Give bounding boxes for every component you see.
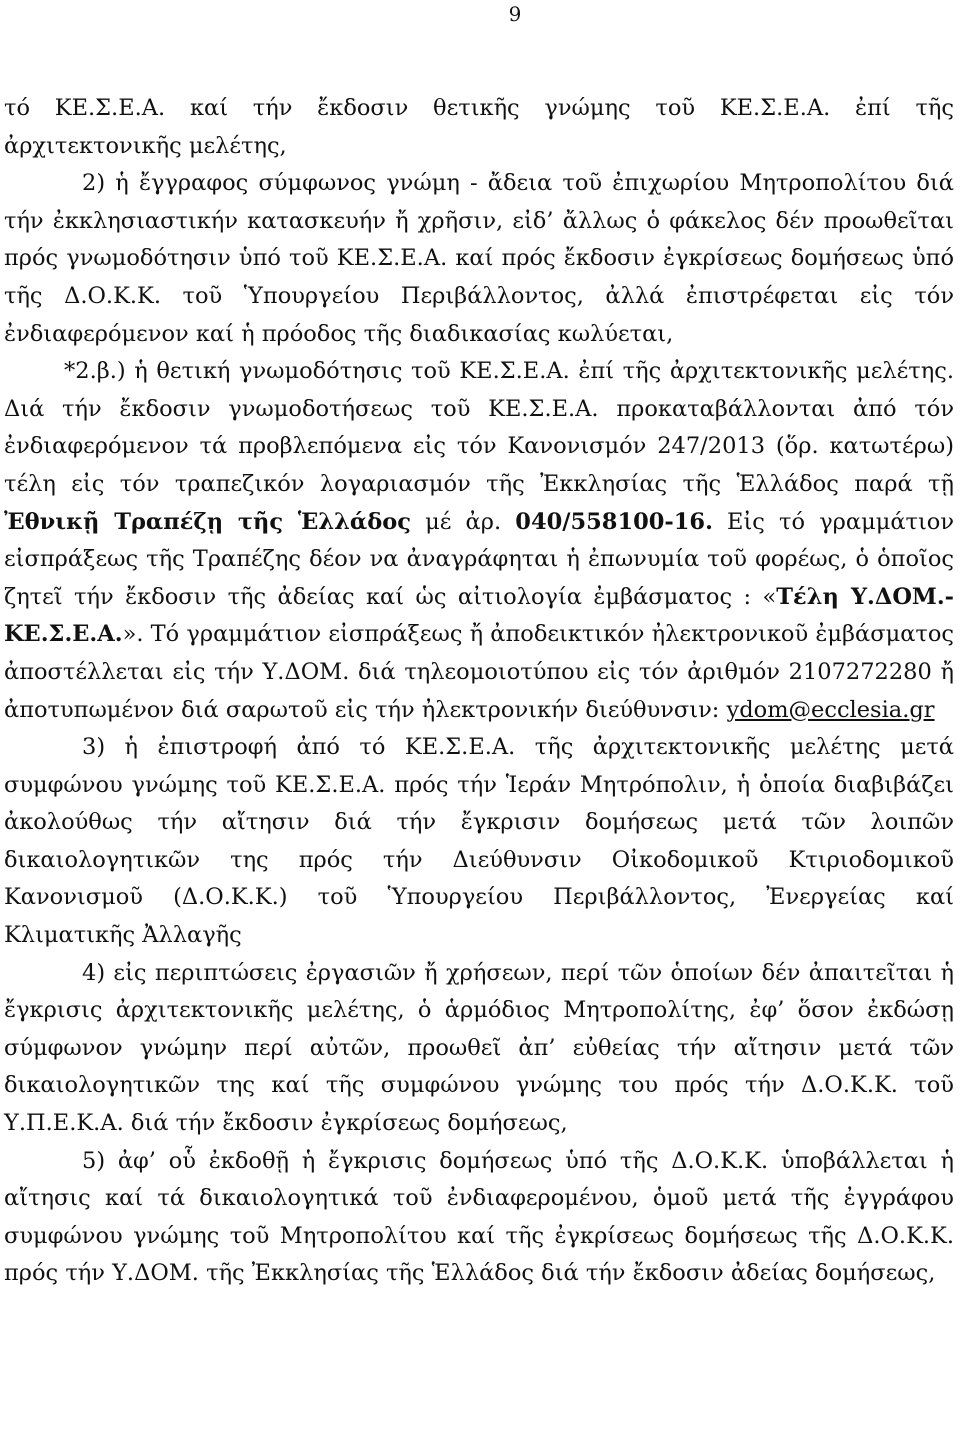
paragraph-continuation: τό ΚΕ.Σ.Ε.Α. καί τήν ἔκδοσιν θετικῆς γνώμης τοῦ ΚΕ.Σ.Ε.Α. ἐπί τῆς ἀρχιτεκτονικῆς μελέτης, [4, 95, 954, 159]
paragraph-item-4: 4) εἰς περιπτώσεις ἐργασιῶν ἤ χρήσεων, περί τῶν ὁποίων δέν ἀπαιτεῖται ἡ ἔγκρισις ἀρχιτεκτονικῆς μελέτης, ὁ ἁρμόδιος Μητροπολίτης, ἐφ’ ὅσον ἐκδώσῃ σύμφωνον γνώμην περί αὐτῶν, προωθεῖ ἀπ’ εὐθείας τήν αἴτησιν μετά τῶν δικαιολογητικῶν της καί τῆς συμφώνου γνώμης του πρός τήν Δ.Ο.Κ.Κ. τοῦ Υ.Π.Ε.Κ.Α. διά τήν ἔκδοσιν ἐγκρίσεως δομήσεως, [4, 959, 954, 1137]
email-link[interactable]: ydom@ecclesia.gr [726, 696, 935, 723]
paragraph-item-2b [4, 353, 954, 729]
paragraph-text: *2.β.) ἡ θετική γνωμοδότησις τοῦ ΚΕ.Σ.Ε.Α. ἐπί τῆς ἀρχιτεκτονικῆς μελέτης. Διά τήν ἔκδοσιν γνωμοδοτήσεως τοῦ ΚΕ.Σ.Ε.Α. προκαταβάλλονται ἀπό τόν ἐνδιαφερόμενον τά προβλεπόμενα εἰς τόν Κανονισμόν 247/2013 (ὅρ. κατωτέρω) τέλη εἰς τόν τραπεζικόν λογαριασμόν τῆς Ἐκκλησίας τῆς Ἑλλάδος παρά τῇ [4, 358, 954, 497]
document-body [4, 90, 954, 1293]
paragraph-item-2: 2) ἡ ἔγγραφος σύμφωνος γνώμη - ἄδεια τοῦ ἐπιχωρίου Μητροπολίτου διά τήν ἐκκλησιαστικήν κατασκευήν ἤ χρῆσιν, εἰδ’ ἄλλως ὁ φάκελος δέν προωθεῖται πρός γνωμοδότησιν ὑπό τοῦ ΚΕ.Σ.Ε.Α. καί πρός ἔκδοσιν ἐγκρίσεως δομήσεως ὑπό τῆς Δ.Ο.Κ.Κ. τοῦ Ὑπουργείου Περιβάλλοντος, ἀλλά ἐπιστρέφεται εἰς τόν ἐνδιαφερόμενον καί ἡ πρόοδος τῆς διαδικασίας κωλύεται, [4, 170, 954, 347]
paragraph-item-5: 5) ἀφ’ οὗ ἐκδοθῇ ἡ ἔγκρισις δομήσεως ὑπό τῆς Δ.Ο.Κ.Κ. ὑποβάλλεται ἡ αἴτησις καί τά δικαιολογητικά τοῦ ἐνδιαφερομένου, ὁμοῦ μετά τῆς ἐγγράφου συμφώνου γνώμης τοῦ Μητροπολίτου καί τῆς ἐγκρίσεως δομήσεως τῆς Δ.Ο.Κ.Κ. πρός τήν Υ.ΔΟΜ. τῆς Ἐκκλησίας τῆς Ἑλλάδος διά τήν ἔκδοσιν ἀδείας δομήσεως, [4, 1147, 954, 1287]
bank-name: Ἐθνικῇ Τραπέζῃ τῆς Ἑλλάδος [4, 508, 411, 535]
account-number: 040/558100-16. [515, 508, 713, 535]
paragraph-text: Εἰς τό γραμμάτιον εἰσπράξεως τῆς Τραπέζης δέον να ἀναγράφηται ἡ ἐπωνυμία τοῦ φορέως, ὁ ὁποῖος ζητεῖ τήν ἔκδοσιν τῆς ἀδείας καί ὡς αἰτιολογία ἐμβάσματος : « [4, 508, 955, 610]
paragraph-item-3: 3) ἡ ἐπιστροφή ἀπό τό ΚΕ.Σ.Ε.Α. τῆς ἀρχιτεκτονικῆς μελέτης μετά συμφώνου γνώμης τοῦ ΚΕ.Σ.Ε.Α. πρός τήν Ἱεράν Μητρόπολιν, ἡ ὁποία διαβιβάζει ἀκολούθως τήν αἴτησιν διά τήν ἔγκρισιν δομήσεως μετά τῶν λοιπῶν δικαιολογητικῶν της πρός τήν Διεύθυνσιν Οἰκοδομικοῦ Κτιριοδομικοῦ Κανονισμοῦ (Δ.Ο.Κ.Κ.) τοῦ Ὑπουργείου Περιβάλλοντος, Ἐνεργείας καί Κλιματικῆς Ἀλλαγῆς [4, 734, 954, 949]
page-number: 9 [508, 2, 522, 26]
payment-reason: Τέλη Υ.ΔΟΜ.-ΚΕ.Σ.Ε.Α. [4, 583, 954, 648]
paragraph-text: μέ ἀρ. [410, 508, 516, 535]
paragraph-text: ». Τό γραμμάτιον εἰσπράξεως ἤ ἀποδεικτικόν ἠλεκτρονικοῦ ἐμβάσματος ἀποστέλλεται εἰς τήν Υ.ΔΟΜ. διά τηλεομοιοτύπου εἰς τόν ἀριθμόν 2107272280 ἤ ἀποτυπωμένον διά σαρωτοῦ εἰς τήν ἠλεκτρονικήν διεύθυνσιν: [4, 621, 954, 723]
